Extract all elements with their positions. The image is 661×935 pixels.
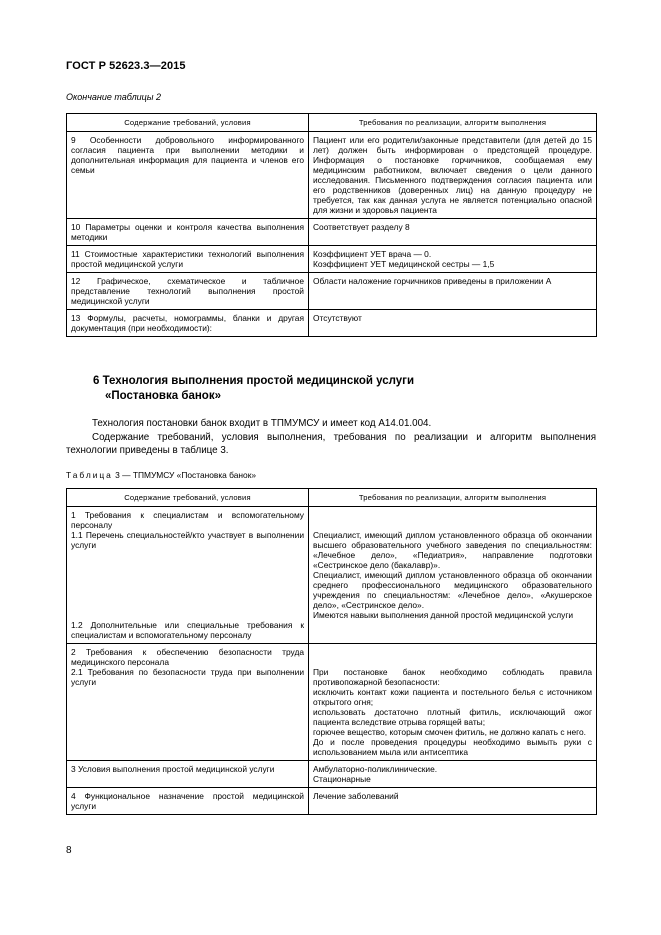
table3-row1-left — [67, 507, 309, 644]
spacer — [313, 510, 592, 530]
spacer — [313, 647, 592, 667]
table-row — [67, 788, 597, 815]
fire-safety-intro: При постановке банок необходимо соблюдать правила противопожарной безопасности: — [313, 667, 592, 687]
fire-safety-item-3: горючее вещество, которым смочен фитиль, не должно капать с него. — [313, 727, 586, 737]
page-number: 8 — [66, 845, 72, 856]
section6-paragraph-2: Содержание требований, условия выполнения, требования по реализации и алгоритм выполнения технологии приведены в таблице 3. — [66, 432, 596, 456]
table3-col1-header: Содержание требований, условия — [67, 489, 309, 507]
table2-row11-right — [309, 246, 597, 273]
cost-line-nurse: Коэффициент УЕТ медицинской сестры — 1,5 — [313, 259, 495, 269]
table2-row10-left: 10 Параметры оценки и контроля качества выполнения методики — [67, 219, 309, 246]
req-additional: 1.2 Дополнительные или специальные требования к специалистам и вспомогательному персоналу — [71, 620, 304, 640]
table3-row3-right — [309, 761, 597, 788]
table2-col1-header: Содержание требований, условия — [67, 114, 309, 132]
table2-row13-left: 13 Формулы, расчеты, номограммы, бланки и другая документация (при необходимости): — [67, 310, 309, 337]
safety-requirements-service: 2.1 Требования по безопасности труда при выполнении услуги — [71, 667, 304, 687]
req-specialties-list: 1.1 Перечень специальностей/кто участвует в выполнении услуги — [71, 530, 304, 550]
skills-text: Имеются навыки выполнения данной простой медицинской услуги — [313, 610, 574, 620]
table3-header-row — [67, 489, 597, 507]
table2-header-row — [67, 114, 597, 132]
safety-requirements: 2 Требования к обеспечению безопасности труда медицинского персонала — [71, 647, 304, 667]
table2-row13-right: Отсутствуют — [309, 310, 597, 337]
table2-row12-left: 12 Графическое, схематическое и табличное представление технологий выполнения простой медицинской услуги — [67, 273, 309, 310]
table2-row10-right: Соответствует разделу 8 — [309, 219, 597, 246]
fire-safety-item-2: использовать достаточно плотный фитиль, исключающий ожог пациента вследствие отрыва горящей ваты; — [313, 707, 592, 727]
section6-title-line2: «Постановка банок» — [105, 390, 221, 402]
fire-safety-item-1: исключить контакт кожи пациента и постельного белья с источником открытого огня; — [313, 687, 592, 707]
table2-col2-header: Требования по реализации, алгоритм выполнения — [309, 114, 597, 132]
table2-caption: Окончание таблицы 2 — [66, 92, 161, 102]
table3-caption — [66, 470, 256, 480]
table3-row2-left — [67, 644, 309, 761]
cost-line-doctor: Коэффициент УЕТ врача — 0. — [313, 249, 432, 259]
table2-row12-right: Области наложение горчичников приведены в приложении А — [309, 273, 597, 310]
table-row — [67, 507, 597, 644]
table3-row4-left: 4 Функциональное назначение простой медицинской услуги — [67, 788, 309, 815]
table2-row9-right: Пациент или его родители/законные представители (для детей до 15 лет) должен быть информирован о предстоящей процедуре. Информация о постановке горчичников, сообщаемая ему медицинским работником, включает сведения о цели данного исследования. Письменного подтверждения согласия пациента или его родственников (доверенных лиц) на данную процедуру не требуется, так как данная услуга не является потенциально опасной для жизни и здоровья пациента — [309, 132, 597, 219]
spacer — [71, 550, 304, 620]
table-row — [67, 132, 597, 219]
table3-row3-left: 3 Условия выполнения простой медицинской услуги — [67, 761, 309, 788]
table-row — [67, 219, 597, 246]
condition-inpatient: Стационарные — [313, 774, 371, 784]
table-row — [67, 310, 597, 337]
table-row — [67, 273, 597, 310]
condition-outpatient: Амбулаторно-поликлинические. — [313, 764, 438, 774]
section6-paragraph-1: Технология постановки банок входит в ТПМУМСУ и имеет код А14.01.004. — [92, 418, 432, 429]
table-row — [67, 644, 597, 761]
req-specialists: 1 Требования к специалистам и вспомогательному персоналу — [71, 510, 304, 530]
section6-title — [93, 374, 414, 404]
hand-hygiene-text: До и после проведения процедуры необходимо вымыть руки с использованием мыла или антисептика — [313, 737, 592, 757]
table3-caption-word: Таблица — [66, 470, 113, 480]
table3-row1-right — [309, 507, 597, 644]
table3-row4-right: Лечение заболеваний — [309, 788, 597, 815]
higher-education-text: Специалист, имеющий диплом установленного образца об окончании высшего образовательного учебного заведения по специальностям: «Лечебное дело», «Педиатрия», направление подготовки «Сестринское дело (бакалавр)». — [313, 530, 592, 570]
table3-col2-header: Требования по реализации, алгоритм выполнения — [309, 489, 597, 507]
table2-row11-left: 11 Стоимостные характеристики технологий выполнения простой медицинской услуги — [67, 246, 309, 273]
table3-row2-right — [309, 644, 597, 761]
standard-header: ГОСТ Р 52623.3—2015 — [66, 60, 186, 72]
table-row — [67, 761, 597, 788]
table3 — [66, 488, 597, 815]
table3-caption-rest: 3 — ТПМУМСУ «Постановка банок» — [112, 470, 257, 480]
section6-title-line1: 6 Технология выполнения простой медицинской услуги — [93, 375, 415, 387]
table2-row9-left: 9 Особенности добровольного информированного согласия пациента при выполнении методики и дополнительная информация для пациента и членов его семьи — [67, 132, 309, 219]
secondary-education-text: Специалист, имеющий диплом установленного образца об окончании среднего профессионального медицинского образовательного учреждения по специальностям: «Лечебное дело», «Акушерское дело», «Сестринское дело». — [313, 570, 592, 610]
table2 — [66, 113, 597, 337]
table-row — [67, 246, 597, 273]
